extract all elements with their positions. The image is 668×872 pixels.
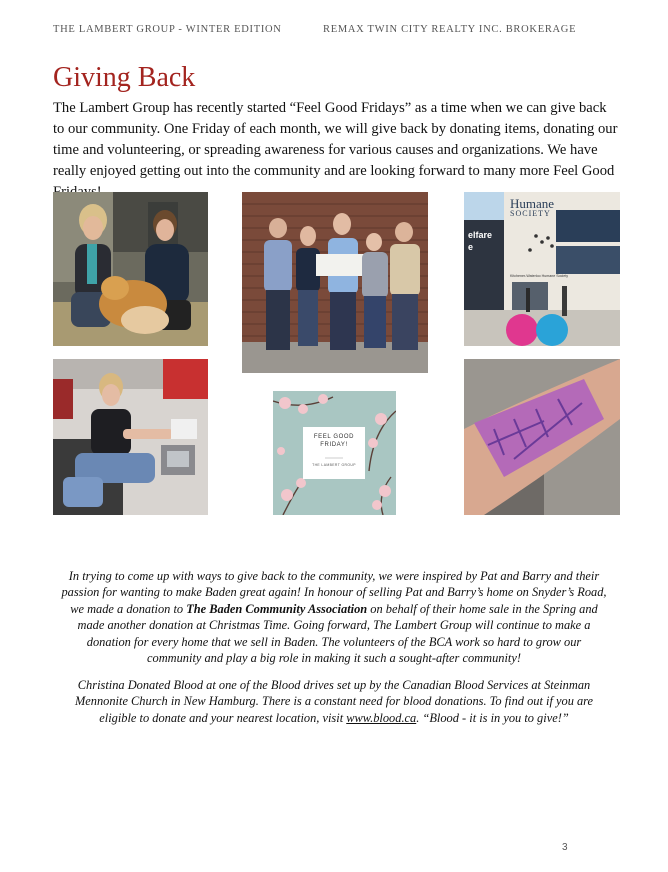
blood-donation-story [60,677,608,726]
photo-women-with-dog [53,192,208,346]
photo-bandaged-arm [464,359,620,515]
photo-feel-good-friday [273,391,396,515]
baden-association-name: The Baden Community Association [186,601,368,616]
fgf-line1-text: FEEL GOOD [313,434,355,440]
blood-ca-link[interactable]: www.blood.ca [346,710,417,725]
humane-sign-top-text: Humane [510,196,555,211]
baden-story-part1: In trying to come up with ways to give back to the community, we were inspired by Pat and Barry and their passion for wanting to make Baden great again! In honour of selling Pat and Barry’s home on Snyder’s Road, we made a donation to [61,569,607,616]
header-right-text: REMAX TWIN CITY REALTY INC. BROKERAGE [323,24,577,35]
header-left-text: THE LAMBERT GROUP - WINTER EDITION [53,24,282,35]
page-title: Giving Back [53,62,196,93]
humane-building-text: Kitchener-Waterloo Humane Society [510,274,568,278]
baden-donation-story [60,568,608,666]
fgf-line2-text: FRIDAY! [320,442,348,448]
blood-story-part1: Christina Donated Blood at one of the Blood drives set up by the Canadian Blood Services at Steinman Mennonite Church in New Hamburg. There is a constant need for blood donations. To find out if you are eligible to donate and your nearest location, visit [74,678,594,725]
page-header [53,24,613,38]
baden-story-part2: on behalf of their home sale in the Spring and made another donation at Christmas Time. Going forward, The Lambert Group will continue to make a donation for every home that we sell in Baden. The volunteers of the BCA work so hard to grow our community and play a big role in making it such a sought-after community! [77,601,598,666]
fgf-brand-text: THE LAMBERT GROUP [312,463,356,467]
blood-story-part2: . “Blood - it is in you to give!” [416,710,569,725]
humane-welfare-text: elfare [468,230,493,240]
photo-humane-society [464,192,620,346]
humane-sign-bottom-text: SOCIETY [510,209,551,218]
photo-group-donation [242,192,428,373]
humane-welfare-text-2: e [468,242,474,252]
photo-blood-donation [53,359,208,515]
page-number: 3 [562,842,568,853]
intro-paragraph: The Lambert Group has recently started “Feel Good Fridays” as a time when we can give back to our community. One Friday of each month, we will give back by donating items, donating our time and volunteering, or spreading awareness for various causes and organizations. We have really enjoyed getting out into the community and are looking forward to many more Feel Good [53,100,618,179]
